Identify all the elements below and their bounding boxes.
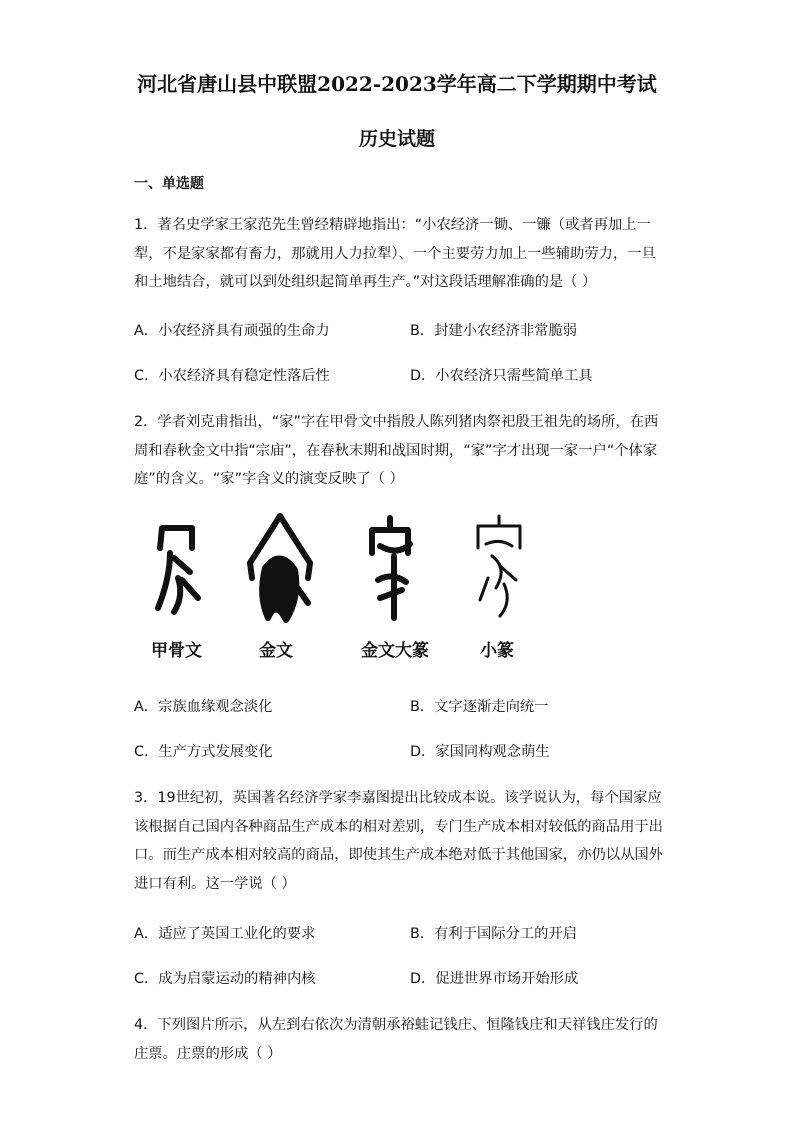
question-3-option-b[interactable]: B．有利于国际分工的开启 <box>410 926 578 942</box>
large-seal-jia-glyph <box>372 518 410 618</box>
glyph-label-oracle-bone: 甲骨文 <box>151 641 202 661</box>
question-2-text: 2．学者刘克甫指出，“家”字在甲骨文中指殷人陈列猪肉祭祀殷王祖先的场所，在西周和春秋金文中指“宗庙”，在春秋末期和战国时期，“家”字才出现一家一户“个体家庭”的含义。“家”字含义的演变反映了（ ） <box>134 414 659 487</box>
question-3-option-a[interactable]: A．适应了英国工业化的要求 <box>134 926 316 942</box>
question-1-text: 1．著名史学家王家范先生曾经精辟地指出：“小农经济一锄、一镰（或者再加上一犁，不是家家都有畜力，那就用人力拉犁）、一个主要劳力加上一些辅助劳力，一旦和土地结合，就可以到处组织起简单再生产。”对这段话理解准确的是（ ） <box>134 217 656 290</box>
exam-title: 河北省唐山县中联盟2022-2023学年高二下学期期中考试 <box>137 72 657 96</box>
small-seal-jia-glyph <box>478 516 520 616</box>
question-4-text: 4．下列图片所示，从左到右依次为清朝承裕蛙记钱庄、恒隆钱庄和天祥钱庄发行的庄票。庄票的形成（ ） <box>134 1017 658 1062</box>
glyph-label-small-seal: 小篆 <box>480 641 514 661</box>
bronze-jia-glyph <box>250 516 310 620</box>
question-3-text: 3．19世纪初，英国著名经济学家李嘉图提出比较成本说。该学说认为，每个国家应该根据自己国内各种商品生产成本的相对差别，专门生产成本相对较低的商品用于出口。而生产成本相对较高的商品，即使其生产成本绝对低于其他国家，亦仍以从国外进口有利。这一学说（ ） <box>134 790 663 892</box>
question-1-option-b[interactable]: B．封建小农经济非常脆弱 <box>410 323 578 339</box>
glyph-label-large-seal: 金文大篆 <box>361 641 429 661</box>
oracle-bone-jia-glyph <box>158 528 198 612</box>
question-2-option-d[interactable]: D．家国同构观念萌生 <box>410 744 550 760</box>
glyph-label-bronze: 金文 <box>259 641 293 661</box>
question-3-option-c[interactable]: C．成为启蒙运动的精神内核 <box>134 971 316 987</box>
question-1-option-d[interactable]: D．小农经济只需些简单工具 <box>410 368 593 384</box>
question-1-option-a[interactable]: A．小农经济具有顽强的生命力 <box>134 323 330 339</box>
question-3-option-d[interactable]: D．促进世界市场开始形成 <box>410 971 579 987</box>
question-2-option-b[interactable]: B．文字逐渐走向统一 <box>410 699 549 715</box>
exam-subtitle: 历史试题 <box>358 128 435 150</box>
question-2-option-c[interactable]: C．生产方式发展变化 <box>134 744 273 760</box>
question-2-option-a[interactable]: A．宗族血缘观念淡化 <box>134 699 273 715</box>
question-1-option-c[interactable]: C．小农经济具有稳定性落后性 <box>134 368 330 384</box>
section-heading: 一、单选题 <box>134 176 204 192</box>
